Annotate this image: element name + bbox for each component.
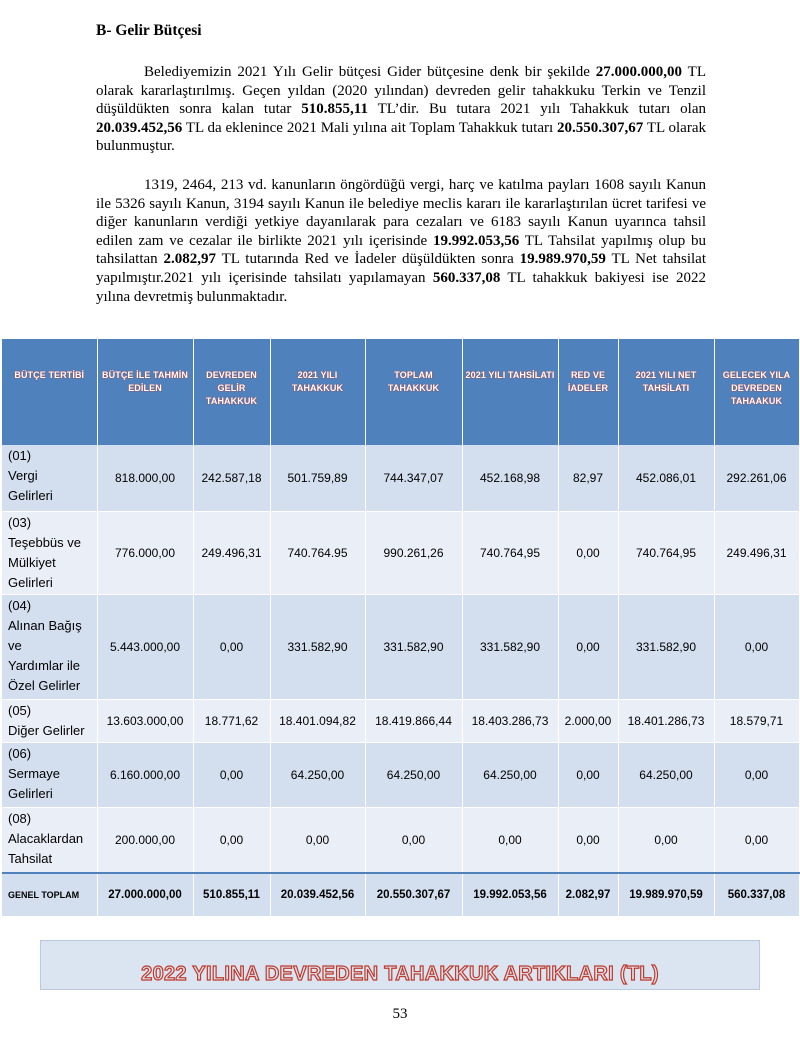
amount-highlight: 20.550.307,67 <box>557 119 644 136</box>
budget-category-cell <box>2 700 97 743</box>
table-cell: 249.496,31 <box>193 512 270 595</box>
section-banner <box>40 940 760 990</box>
amount-highlight: 19.989.970,59 <box>519 251 606 268</box>
category-name-line: Gelirleri <box>8 488 53 503</box>
category-name-line: Vergi <box>8 468 38 483</box>
column-header: TOPLAM TAHAKKUK <box>365 339 462 445</box>
budget-category-cell <box>2 595 97 700</box>
column-header: GELECEK YILA DEVREDEN TAHAAKUK <box>714 339 799 445</box>
category-name-line: Teşebbüs ve <box>8 535 81 550</box>
table-cell: 0,00 <box>714 808 799 874</box>
table-cell: 0,00 <box>270 808 365 874</box>
table-cell: 64.250,00 <box>270 743 365 808</box>
column-header: 2021 YILI TAHSİLATI <box>462 339 558 445</box>
table-cell: 990.261,26 <box>365 512 462 595</box>
table-cell: 740.764.95 <box>270 512 365 595</box>
budget-category-cell <box>2 512 97 595</box>
table-cell: 0,00 <box>714 595 799 700</box>
total-cell: 20.550.307,67 <box>365 873 462 917</box>
category-code: (01) <box>8 448 32 463</box>
table-cell: 18.579,71 <box>714 700 799 743</box>
table-cell: 18.771,62 <box>193 700 270 743</box>
table-cell: 242.587,18 <box>193 445 270 512</box>
column-header: 2021 YILI NET TAHSİLATI <box>618 339 714 445</box>
paragraph-budget-summary <box>96 63 706 156</box>
total-row <box>2 873 799 917</box>
amount-highlight: 27.000.000,00 <box>595 64 683 80</box>
table-cell: 0,00 <box>462 808 558 874</box>
table-cell: 64.250,00 <box>365 743 462 808</box>
paragraph-text: 1319, 2464, 213 vd. kanunların öngördüğü vergi, harç ve katılma payları 1608 sayılı Kanun ile 5326 sayılı Kanun, 3194 sayılı Kanun ile belediye meclis kararı ile kararlaştırılan ücret tarifesi ve diğer kanunların verdiği yetkiye dayanılarak para cezaları ve 6183 sayılı Kanun uyarınca tahsil edilen zam ve cezalar ile birlikte 2021 yılı içerisinde <box>96 177 706 249</box>
paragraph-text: TL tahakkuk bakiyesi ise 2022 yılına devretmiş bulunmaktadır. <box>96 269 706 305</box>
table-row <box>2 700 799 743</box>
category-code: (05) <box>8 703 32 718</box>
table-cell: 740.764,95 <box>618 512 714 595</box>
category-name-line: Tahsilat <box>8 851 53 866</box>
column-header: RED VE İADELER <box>558 339 618 445</box>
section-heading: B- Gelir Bütçesi <box>96 22 202 39</box>
budget-category-cell <box>2 743 97 808</box>
category-name-line: ve <box>8 638 22 653</box>
table-row <box>2 445 799 512</box>
table-cell: 0,00 <box>618 808 714 874</box>
column-header: DEVREDEN GELİR TAHAKKUK <box>193 339 270 445</box>
category-name-line: Özel Gelirler <box>8 678 81 693</box>
total-cell: 2.082,97 <box>558 873 618 917</box>
table-cell: 818.000,00 <box>97 445 193 512</box>
paragraph-text: TL Net tahsilat yapılmıştır.2021 yılı içerisinde tahsilatı yapılamayan <box>96 251 706 286</box>
amount-highlight: 510.855,11 <box>301 101 368 118</box>
table-cell: 18.419.866,44 <box>365 700 462 743</box>
total-cell: 560.337,08 <box>714 873 799 917</box>
table-cell: 452.086,01 <box>618 445 714 512</box>
table-cell: 0,00 <box>193 808 270 874</box>
table-cell: 18.403.286,73 <box>462 700 558 743</box>
paragraph-text: TL olarak kararlaştırılmış. Geçen yıldan (2020 yılından) devreden gelir tahakkuku Terkin ve Tenzil düşüldükten sonra kalan tutar <box>96 64 706 118</box>
column-header: BÜTÇE İLE TAHMİN EDİLEN <box>97 339 193 445</box>
table-cell: 5.443.000,00 <box>97 595 193 700</box>
table-header-row <box>2 339 799 445</box>
banner-title: 2022 YILINA DEVREDEN TAHAKKUK ARTIKLARI (TL) <box>141 963 659 985</box>
budget-category-cell <box>2 808 97 874</box>
revenue-budget-table <box>2 339 800 917</box>
total-cell: 510.855,11 <box>193 873 270 917</box>
table-cell: 331.582,90 <box>365 595 462 700</box>
total-cell: 19.992.053,56 <box>462 873 558 917</box>
table-row <box>2 743 799 808</box>
table-cell: 740.764,95 <box>462 512 558 595</box>
table-cell: 0,00 <box>365 808 462 874</box>
category-name-line: Gelirleri <box>8 575 53 590</box>
table-cell: 292.261,06 <box>714 445 799 512</box>
total-label: GENEL TOPLAM <box>2 873 97 917</box>
table-cell: 331.582,90 <box>618 595 714 700</box>
table-row <box>2 595 799 700</box>
table-cell: 0,00 <box>714 743 799 808</box>
paragraph-collection-summary <box>96 176 706 306</box>
category-name-line: Diğer Gelirler <box>8 723 85 738</box>
paragraph-text: TL Tahsilat yapılmış olup bu tahsilattan <box>96 232 706 268</box>
paragraph-text: TL tutarında Red ve İadeler düşüldükten sonra <box>216 251 520 268</box>
page-number: 53 <box>392 1006 408 1022</box>
paragraph-text: TL olarak bulunmuştur. <box>96 119 706 155</box>
category-code: (03) <box>8 515 32 530</box>
table-cell: 18.401.094,82 <box>270 700 365 743</box>
total-cell: 20.039.452,56 <box>270 873 365 917</box>
amount-highlight: 560.337,08 <box>432 269 501 286</box>
table-cell: 776.000,00 <box>97 512 193 595</box>
total-cell: 27.000.000,00 <box>97 873 193 917</box>
table-cell: 200.000,00 <box>97 808 193 874</box>
table-cell: 0,00 <box>558 512 618 595</box>
column-header: BÜTÇE TERTİBİ <box>2 339 97 445</box>
category-name-line: Alacaklardan <box>8 831 84 846</box>
table-cell: 452.168,98 <box>462 445 558 512</box>
table-cell: 0,00 <box>193 595 270 700</box>
total-cell: 19.989.970,59 <box>618 873 714 917</box>
paragraph-text: TL da eklenince 2021 Mali yılına ait Toplam Tahakkuk tutarı <box>182 119 558 136</box>
table-row <box>2 512 799 595</box>
table-cell: 501.759,89 <box>270 445 365 512</box>
category-name-line: Alınan Bağış <box>8 618 82 633</box>
table-cell: 6.160.000,00 <box>97 743 193 808</box>
category-name-line: Sermaye <box>8 766 61 781</box>
table-cell: 0,00 <box>558 595 618 700</box>
amount-highlight: 19.992.053,56 <box>432 232 520 249</box>
table-cell: 331.582,90 <box>270 595 365 700</box>
table-cell: 331.582,90 <box>462 595 558 700</box>
paragraph-text: Belediyemizin 2021 Yılı Gelir bütçesi Gider bütçesine denk bir şekilde <box>144 64 596 80</box>
paragraph-text: TL’dir. Bu tutara 2021 yılı Tahakkuk tutarı olan <box>367 101 706 118</box>
table-cell: 0,00 <box>558 808 618 874</box>
table-cell: 64.250,00 <box>462 743 558 808</box>
category-code: (04) <box>8 598 32 613</box>
amount-highlight: 2.082,97 <box>163 251 217 268</box>
table-cell: 744.347,07 <box>365 445 462 512</box>
budget-category-cell <box>2 445 97 512</box>
table-cell: 0,00 <box>558 743 618 808</box>
amount-highlight: 20.039.452,56 <box>96 119 183 136</box>
table-cell: 249.496,31 <box>714 512 799 595</box>
table-cell: 18.401.286,73 <box>618 700 714 743</box>
column-header: 2021 YILI TAHAKKUK <box>270 339 365 445</box>
table-row <box>2 808 799 874</box>
table-cell: 13.603.000,00 <box>97 700 193 743</box>
category-code: (08) <box>8 811 32 826</box>
table-cell: 82,97 <box>558 445 618 512</box>
table-cell: 2.000,00 <box>558 700 618 743</box>
table-cell: 64.250,00 <box>618 743 714 808</box>
category-name-line: Mülkiyet <box>8 555 56 570</box>
category-code: (06) <box>8 746 32 761</box>
table-cell: 0,00 <box>193 743 270 808</box>
category-name-line: Yardımlar ile <box>8 658 81 673</box>
category-name-line: Gelirleri <box>8 786 53 801</box>
